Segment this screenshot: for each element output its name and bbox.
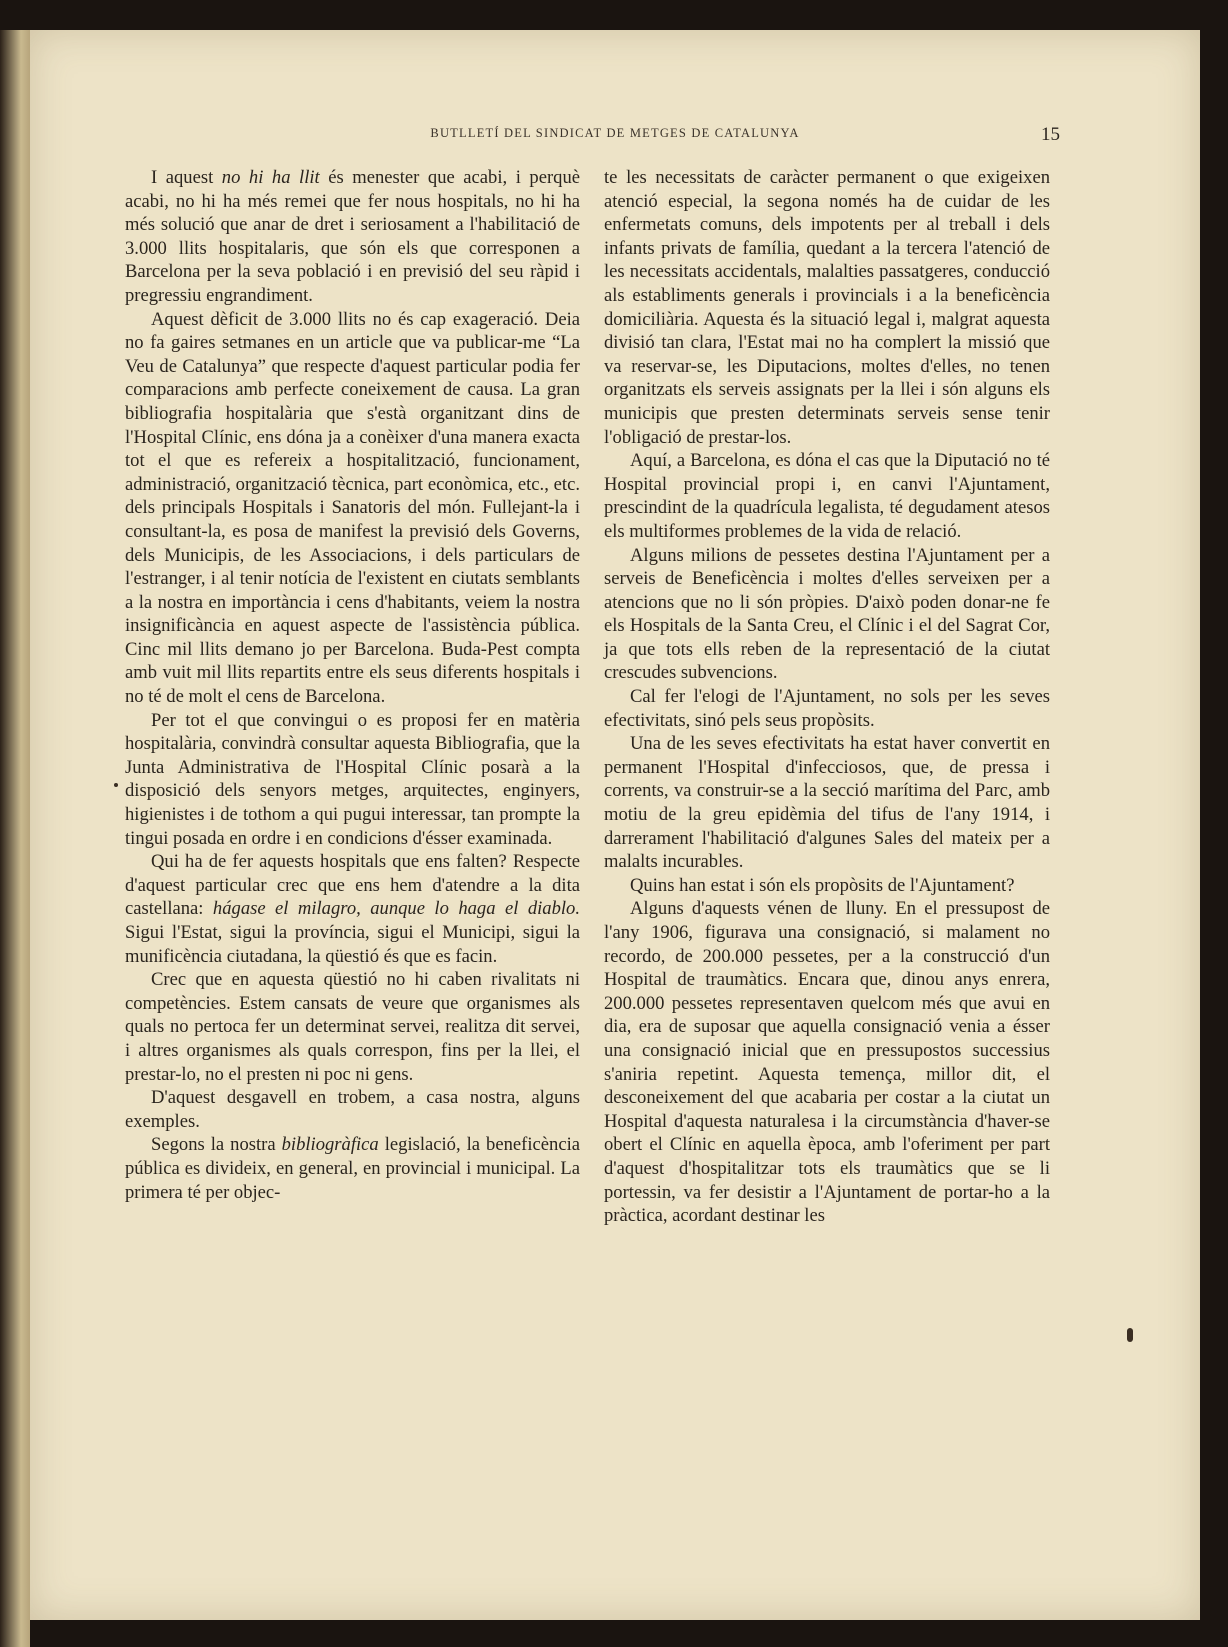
paragraph bbox=[604, 897, 1050, 1227]
text-run: Sigui l'Estat, sigui la província, sigui el Municipi, sigui la munificència ciutadana, la qüestió és que es facin. bbox=[125, 922, 580, 967]
text-run: Crec que en aquesta qüestió no hi caben rivalitats ni competències. Estem cansats de veure que organismes als quals no pertoca fer un determinat servei, realitza dit servei, i altres organismes als quals correspon, fins per la llei, el prestar-lo, no el presten ni poc ni gens. bbox=[125, 969, 580, 1085]
text-run: Alguns milions de pessetes destina l'Ajuntament per a serveis de Beneficència i moltes d'elles serveixen per a atencions que no li són pròpies. D'això poden donar-ne fe els Hospitals de la Santa Creu, el Clínic i el del Sagrat Cor, ja que tots ells reben de la representació de la ciutat crescudes subvencions. bbox=[604, 544, 1050, 684]
text-run: legislació, la beneficència pública es divideix, en general, en provincial i municipal. La primera té per objec- bbox=[125, 1134, 580, 1203]
paragraph bbox=[125, 166, 580, 308]
paragraph bbox=[125, 709, 580, 851]
paragraph bbox=[604, 544, 1050, 686]
paragraph bbox=[604, 685, 1050, 732]
paragraph bbox=[125, 968, 580, 1086]
text-run: Segons la nostra bbox=[151, 1134, 282, 1156]
text-run: Alguns d'aquests vénen de lluny. En el pressupost de l'any 1906, figurava una consignació, si malament no recordo, de 200.000 pessetes, per a la construcció d'un Hospital de traumàtics. Encara que, dinou anys enrera, 200.000 pessetes representaven quelcom més que avui en dia, era de suposar que aquella consignació venia a ésser una consignació inicial que en pressupostos successius s'aniria repetint. Aquesta temença, millor dit, el desconeixement del que acabaria per costar a la ciutat un Hospital d'aquesta naturalesa i la circumstància d'haver-se obert el Clínic en aquella època, amb l'oferiment per part d'aquest d'hospitalitzar tots els traumàtics que se li portessin, va fer desistir a l'Ajuntament de portar-ho a la pràctica, acordant destinar les bbox=[604, 898, 1050, 1227]
right-text-column bbox=[604, 166, 1050, 1228]
book-spine-shadow bbox=[0, 30, 30, 1647]
text-run: Per tot el que convingui o es proposi fer en matèria hospitalària, convindrà consultar aquesta Bibliografia, que la Junta Administrativa de l'Hospital Clínic posarà a la disposició dels senyors metges, arquitectes, enginyers, higienistes i de tothom a qui pugui interessar, tan prompte la tingui posada en ordre i en condicions d'ésser examinada. bbox=[125, 709, 580, 849]
text-run: Cal fer l'elogi de l'Ajuntament, no sols per les seves efectivitats, sinó pels seus propòsits. bbox=[604, 686, 1050, 731]
text-run: Una de les seves efectivitats ha estat haver convertit en permanent l'Hospital d'infecciosos, que, de pressa i corrents, va construir-se a la secció marítima del Parc, amb motiu de la greu epidèmia del tifus de l'any 1914, i darrerament l'habilitació d'algunes Sales del mateix per a malalts incurables. bbox=[604, 733, 1050, 873]
document-page bbox=[30, 30, 1200, 1620]
text-run: te les necessitats de caràcter permanent o que exigeixen atenció especial, la segona només ha de cuidar de les enfermetats comuns, dels impotents per al treball i dels infants privats de família, quedant a la tercera l'atenció de les necessitats accidentals, malalties passatgeres, conducció als establiments generals i provincials i a la beneficència domiciliària. Aquesta és la situació legal i, malgrat aquesta divisió tan clara, l'Estat mai no ha complert la missió que va reservar-se, les Diputacions, moltes d'elles, no tenen organitzats els serveis assignats per la llei i són alguns els municipis que presten determinats serveis sense tenir l'obligació de prestar-los. bbox=[604, 167, 1050, 448]
italic-text: no hi ha llit bbox=[221, 167, 320, 188]
paragraph bbox=[125, 850, 580, 968]
text-run: D'aquest desgavell en trobem, a casa nostra, alguns exemples. bbox=[125, 1087, 580, 1132]
page-number: 15 bbox=[1041, 124, 1060, 145]
running-head: BUTLLETÍ DEL SINDICAT DE METGES DE CATALUNYA bbox=[430, 126, 800, 140]
italic-text: hágase el milagro, aunque lo haga el diablo. bbox=[212, 898, 581, 920]
text-run: Aquest dèficit de 3.000 llits no és cap exageració. Deia no fa gaires setmanes en un article que va publicar-me “La Veu de Catalunya” que respecte d'aquest particular podia fer comparacions amb perfecte coneixement de causa. La gran bibliografia hospitalària que s'està organitzant dins de l'Hospital Clínic, ens dóna ja a conèixer d'una manera exacta tot el que es refereix a hospitalització, funcionament, administració, organització tècnica, part econòmica, etc., etc. dels principals Hospitals i Sanatoris del món. Fullejant-la i consultant-la, es posa de manifest la previsió dels Governs, dels Municipis, de les Associacions, i dels particulars de l'estranger, i al tenir notícia de l'existent en ciutats semblants a la nostra en importància i cens d'habitants, veiem la nostra insignificància en aquest aspecte de l'assistència pública. Cinc mil llits demano jo per Barcelona. Buda-Pest compta amb vuit mil llits repartits entre els seus diferents hospitals i no té de molt el cens de Barcelona. bbox=[125, 308, 580, 708]
text-run: és menester que acabi, i perquè acabi, no hi ha més remei que fer nous hospitals, no hi ha més solució que anar de dret i seriosament a l'habilitació de 3.000 llits hospitalaris, que són els que corresponen a Barcelona per la seva població i en previsió del seu ràpid i pregressiu engrandiment. bbox=[125, 167, 580, 306]
paragraph bbox=[125, 308, 580, 709]
left-text-column bbox=[125, 166, 580, 1204]
italic-text: bibliogràfica bbox=[281, 1134, 379, 1156]
paper-speck bbox=[1127, 1328, 1133, 1342]
paragraph bbox=[125, 1133, 580, 1204]
paragraph bbox=[604, 732, 1050, 874]
text-run: I aquest bbox=[151, 167, 222, 188]
paragraph bbox=[604, 449, 1050, 543]
text-run: Qui ha de fer aquests hospitals que ens falten? Respecte d'aquest particular crec que ens hem d'atendre a la dita castellana: bbox=[125, 851, 580, 920]
paragraph bbox=[604, 166, 1050, 449]
text-run: Aquí, a Barcelona, es dóna el cas que la Diputació no té Hospital provincial propi i, en canvi l'Ajuntament, prescindint de la quadrícula legalista, té degudament atesos els multiformes problemes de la vida de relació. bbox=[604, 450, 1050, 542]
paper-speck bbox=[114, 783, 118, 787]
text-run: Quins han estat i són els propòsits de l'Ajuntament? bbox=[630, 874, 1015, 896]
paragraph bbox=[604, 874, 1050, 898]
paragraph bbox=[125, 1086, 580, 1133]
